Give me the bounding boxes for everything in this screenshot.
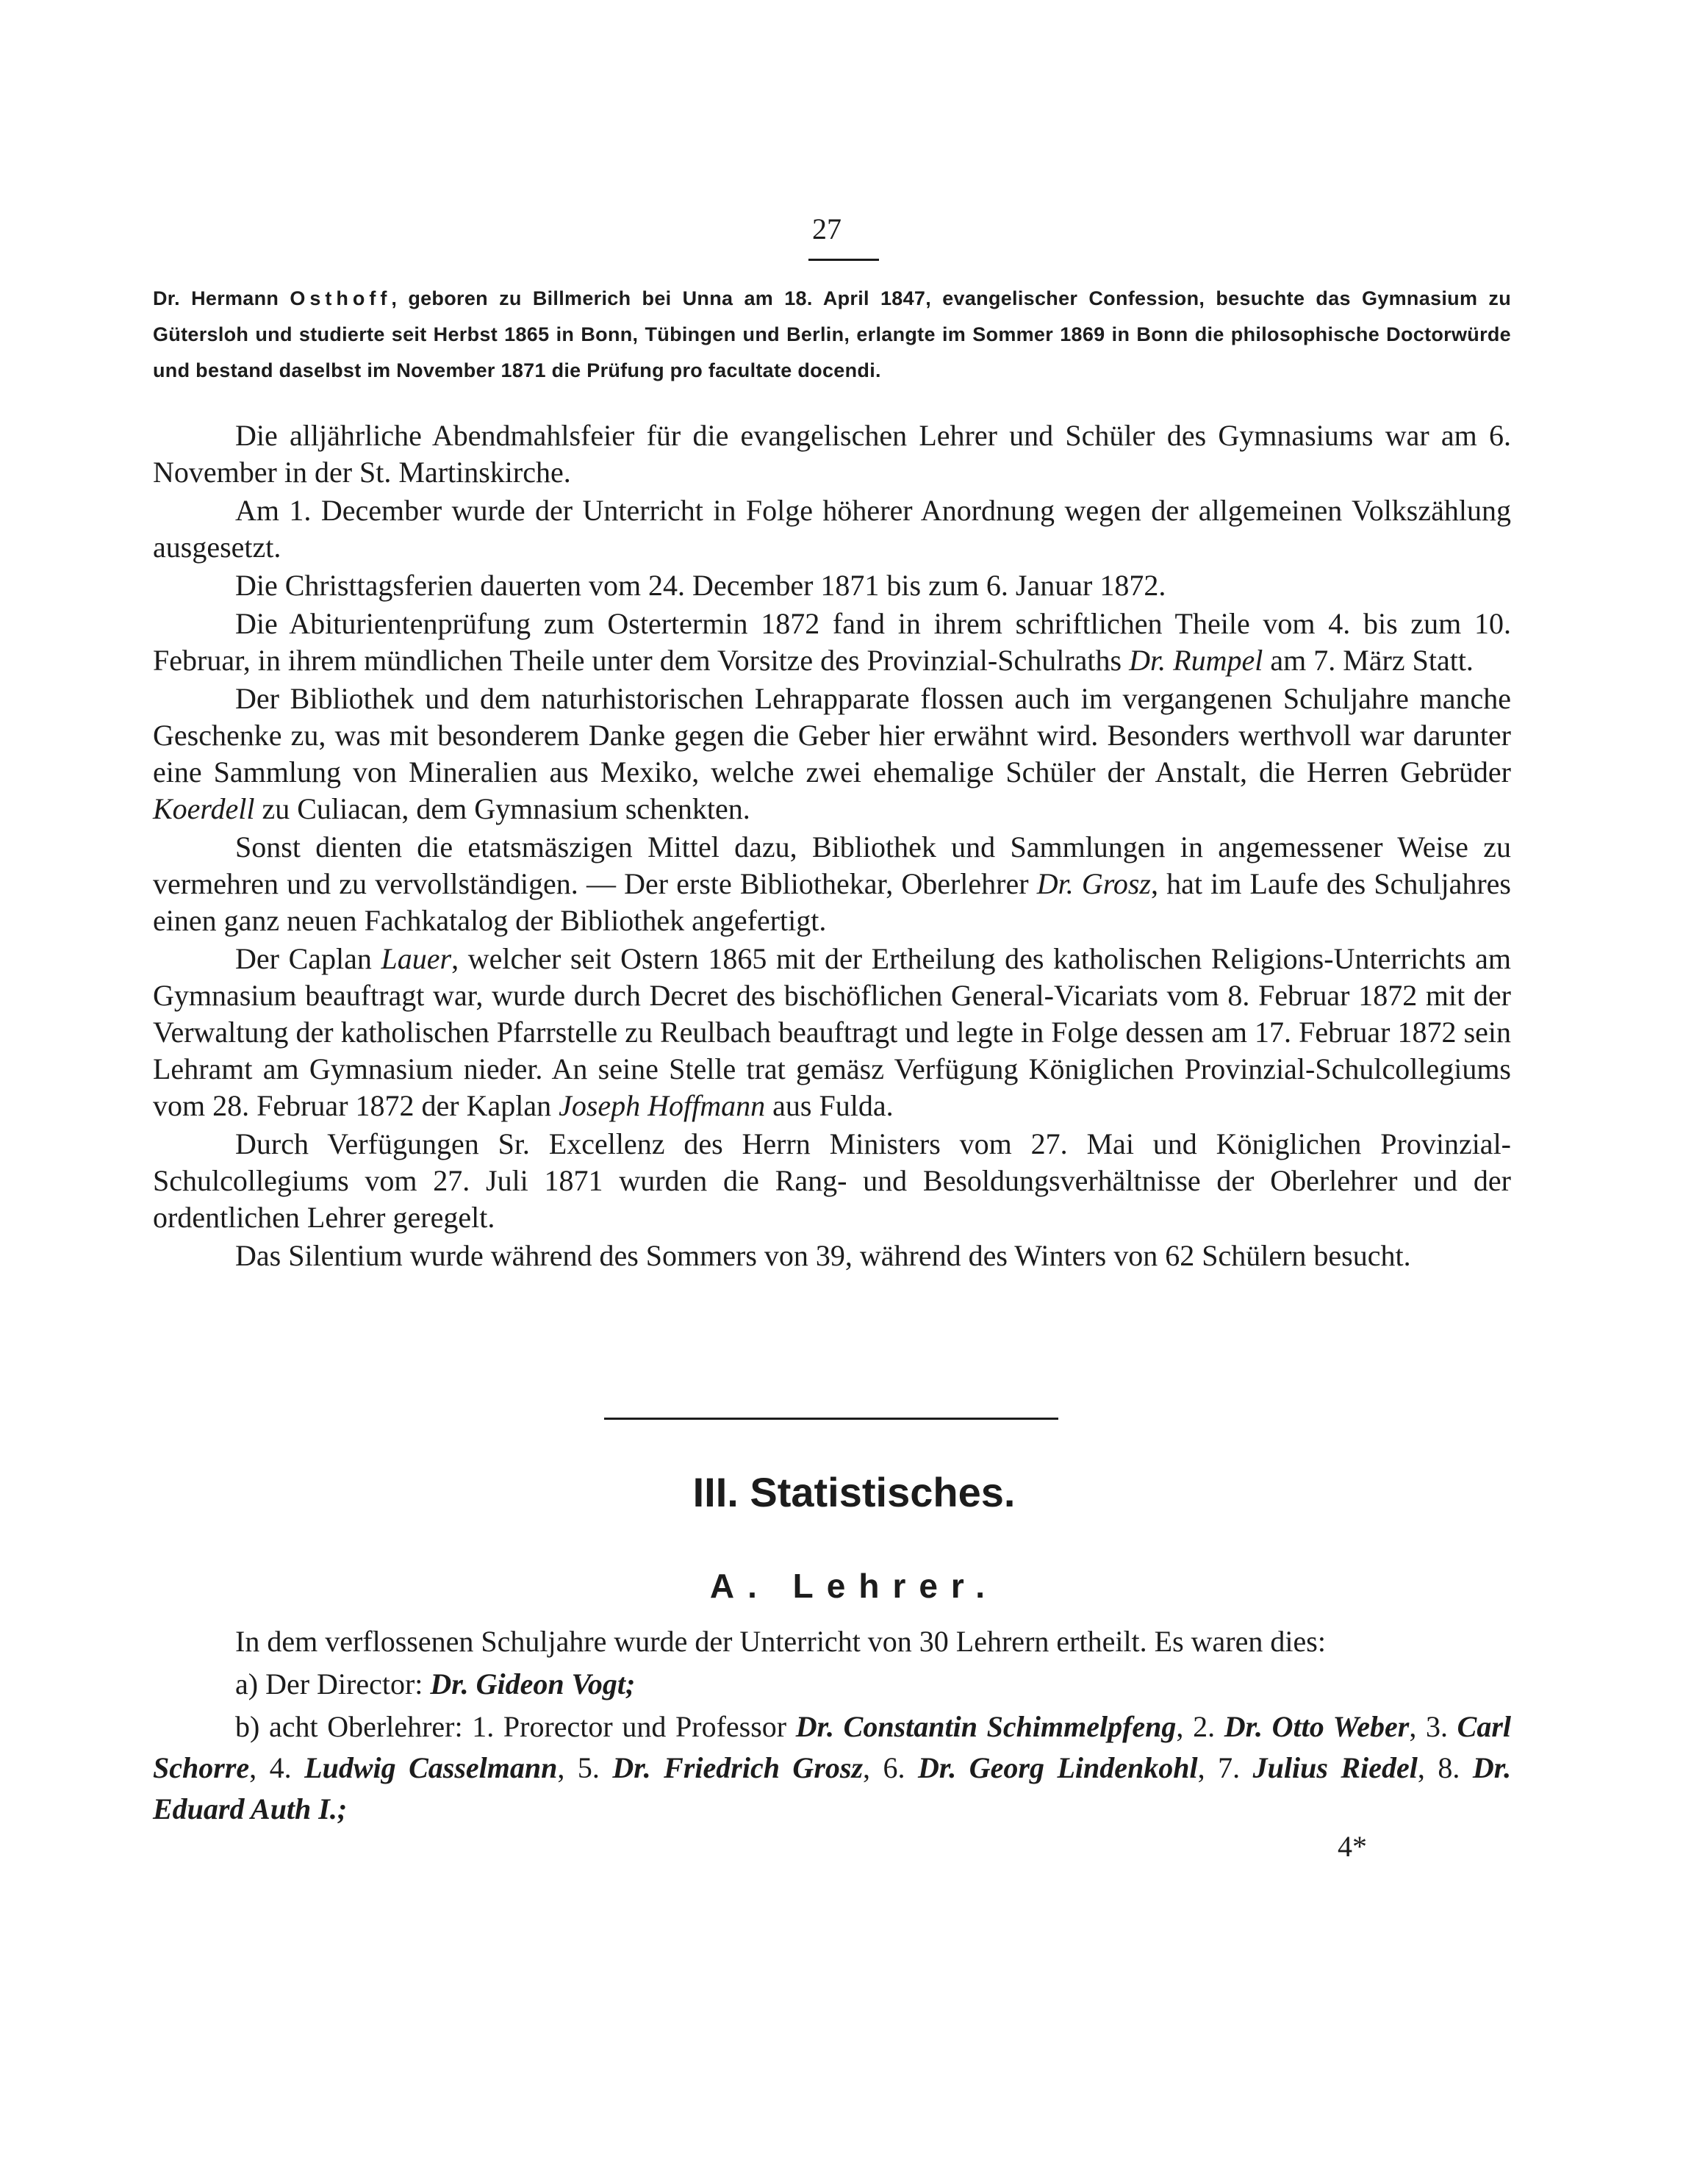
paragraph-abendmahlsfeier: Die alljährliche Abendmahlsfeier für die evangelischen Lehrer und Schüler des Gymnasiums war am 6. November in der St. Martinskirche. bbox=[153, 419, 1511, 489]
bio-text-rest: , geboren zu Billmerich bei Unna am 18. April 1847, evangelischer Confession, besuchte das Gymnasium zu Gütersloh und studierte seit Herbst 1865 in Bonn, Tübingen und Berlin, erlangte im Sommer 1869 in Bonn die philosophische Doctorwürde und bestand daselbst im November 1871 die Prüfung pro facultate docendi. bbox=[153, 287, 1511, 381]
signature-mark: 4* bbox=[1338, 1830, 1367, 1863]
section-heading: III. Statistisches. bbox=[692, 1469, 1016, 1515]
list-separator: , 7. bbox=[1197, 1751, 1253, 1784]
person-name: Ludwig Casselmann bbox=[304, 1751, 558, 1784]
paragraph-text: Der Bibliothek und dem naturhistorischen Lehrapparate flossen auch im vergangenen Schuljahre manche Geschenke zu, was mit besonderem Danke gegen die Geber hier erwähnt wird. Besonders werthvoll war darunter eine Sammlung von Mineralien aus Mexiko, welche zwei ehemalige Schüler der Anstalt, die Herren Gebrüder bbox=[153, 682, 1511, 789]
list-separator: , 4. bbox=[249, 1751, 305, 1784]
paragraph-bibliothek-geschenke bbox=[153, 680, 1511, 827]
bio-surname: Osthoff bbox=[290, 287, 392, 309]
person-name: Dr. Rumpel bbox=[1129, 644, 1263, 677]
list-label: a) Der Director: bbox=[235, 1667, 431, 1700]
person-name: Dr. Friedrich Grosz bbox=[612, 1751, 864, 1784]
person-name: Dr. Constantin Schimmelpfeng bbox=[795, 1710, 1177, 1743]
section-divider bbox=[604, 1418, 1058, 1420]
person-name: Lauer bbox=[381, 942, 452, 975]
person-name: Julius Riedel bbox=[1252, 1751, 1418, 1784]
person-name: Dr. Gideon Vogt; bbox=[430, 1667, 636, 1700]
teacher-list bbox=[153, 1621, 1511, 1830]
paragraph-text: Der Caplan bbox=[235, 942, 381, 975]
teacher-intro: In dem verflossenen Schuljahre wurde der Unterricht von 30 Lehrern ertheilt. Es waren dies: bbox=[235, 1625, 1326, 1658]
paragraph-text: zu Culiacan, dem Gymnasium schenkten. bbox=[254, 792, 750, 825]
paragraph-text: am 7. März Statt. bbox=[1263, 644, 1474, 677]
bio-text-start: Dr. Hermann bbox=[153, 287, 290, 309]
paragraph-text: aus Fulda. bbox=[765, 1089, 894, 1122]
paragraph-bibliothek-mittel bbox=[153, 829, 1511, 939]
teacher-item-oberlehrer bbox=[153, 1706, 1511, 1830]
person-name: Dr. Georg Lindenkohl bbox=[918, 1751, 1198, 1784]
page-number: 27 bbox=[812, 212, 842, 245]
list-separator: , 8. bbox=[1417, 1751, 1473, 1784]
paragraph-caplan bbox=[153, 941, 1511, 1124]
list-separator: , 3. bbox=[1409, 1710, 1457, 1743]
paragraph-text: Sonst dienten die etatsmäszigen Mittel dazu, Bibliothek und Sammlungen in angemessener Weise zu vermehren und zu vervollständigen. — Der erste Bibliothekar, Oberlehrer bbox=[153, 830, 1511, 900]
paragraph-verfuegungen: Durch Verfügungen Sr. Excellenz des Herrn Ministers vom 27. Mai und Königlichen Provinzial-Schulcollegiums vom 27. Juli 1871 wurden die Rang- und Besoldungsverhältnisse der Oberlehrer und der ordentlichen Lehrer geregelt. bbox=[153, 1127, 1511, 1234]
page-number-rule bbox=[808, 259, 879, 261]
chronicle-body bbox=[153, 417, 1511, 1274]
paragraph-christtagsferien: Die Christtagsferien dauerten vom 24. December 1871 bis zum 6. Januar 1872. bbox=[235, 569, 1166, 602]
list-label: b) acht Oberlehrer: 1. Prorector und Professor bbox=[235, 1710, 796, 1743]
person-name: Dr. Grosz bbox=[1036, 867, 1151, 900]
list-separator: , 2. bbox=[1176, 1710, 1224, 1743]
paragraph-text: Die Abiturientenprüfung zum Ostertermin 1872 fand in ihrem schriftlichen Theile vom 4. bis zum 10. Februar, in ihrem mündlichen Theile unter dem Vorsitze des Provinzial-Schulraths bbox=[153, 607, 1511, 677]
subsection-heading: A. Lehrer. bbox=[709, 1567, 999, 1605]
paragraph-text: , hat im Laufe des Schuljahres einen ganz neuen Fachkatalog der Bibliothek angefertigt. bbox=[153, 867, 1512, 937]
teacher-item-director bbox=[153, 1664, 1511, 1705]
person-name: Joseph Hoffmann bbox=[559, 1089, 766, 1122]
paragraph-volkszaehlung: Am 1. December wurde der Unterricht in Folge höherer Anordnung wegen der allgemeinen Volkszählung ausgesetzt. bbox=[153, 494, 1511, 564]
list-separator: , 5. bbox=[557, 1751, 613, 1784]
person-name: Dr. Eduard Auth I.; bbox=[153, 1751, 1512, 1825]
teacher-bio-paragraph bbox=[153, 281, 1511, 389]
person-name: Dr. Otto Weber bbox=[1224, 1710, 1410, 1743]
paragraph-text: , welcher seit Ostern 1865 mit der Ertheilung des katholischen Religions-Unterrichts am Gymnasium beauftragt war, wurde durch Decret des bischöflichen General-Vicariats vom 8. Februar 1872 mit der Verwaltung der katholischen Pfarrstelle zu Reulbach beauftragt und legte in Folge dessen am 17. Februar 1872 sein Lehramt am Gymnasium nieder. An seine Stelle trat gemäsz Verfügung Königlichen Provinzial-Schulcollegiums vom 28. Februar 1872 der Kaplan bbox=[153, 942, 1511, 1122]
list-separator: , 6. bbox=[863, 1751, 919, 1784]
person-name: Koerdell bbox=[153, 792, 255, 825]
person-name: Carl Schorre bbox=[153, 1710, 1512, 1784]
paragraph-abiturientenpruefung bbox=[153, 606, 1511, 679]
paragraph-silentium: Das Silentium wurde während des Sommers von 39, während des Winters von 62 Schülern besucht. bbox=[235, 1239, 1411, 1272]
